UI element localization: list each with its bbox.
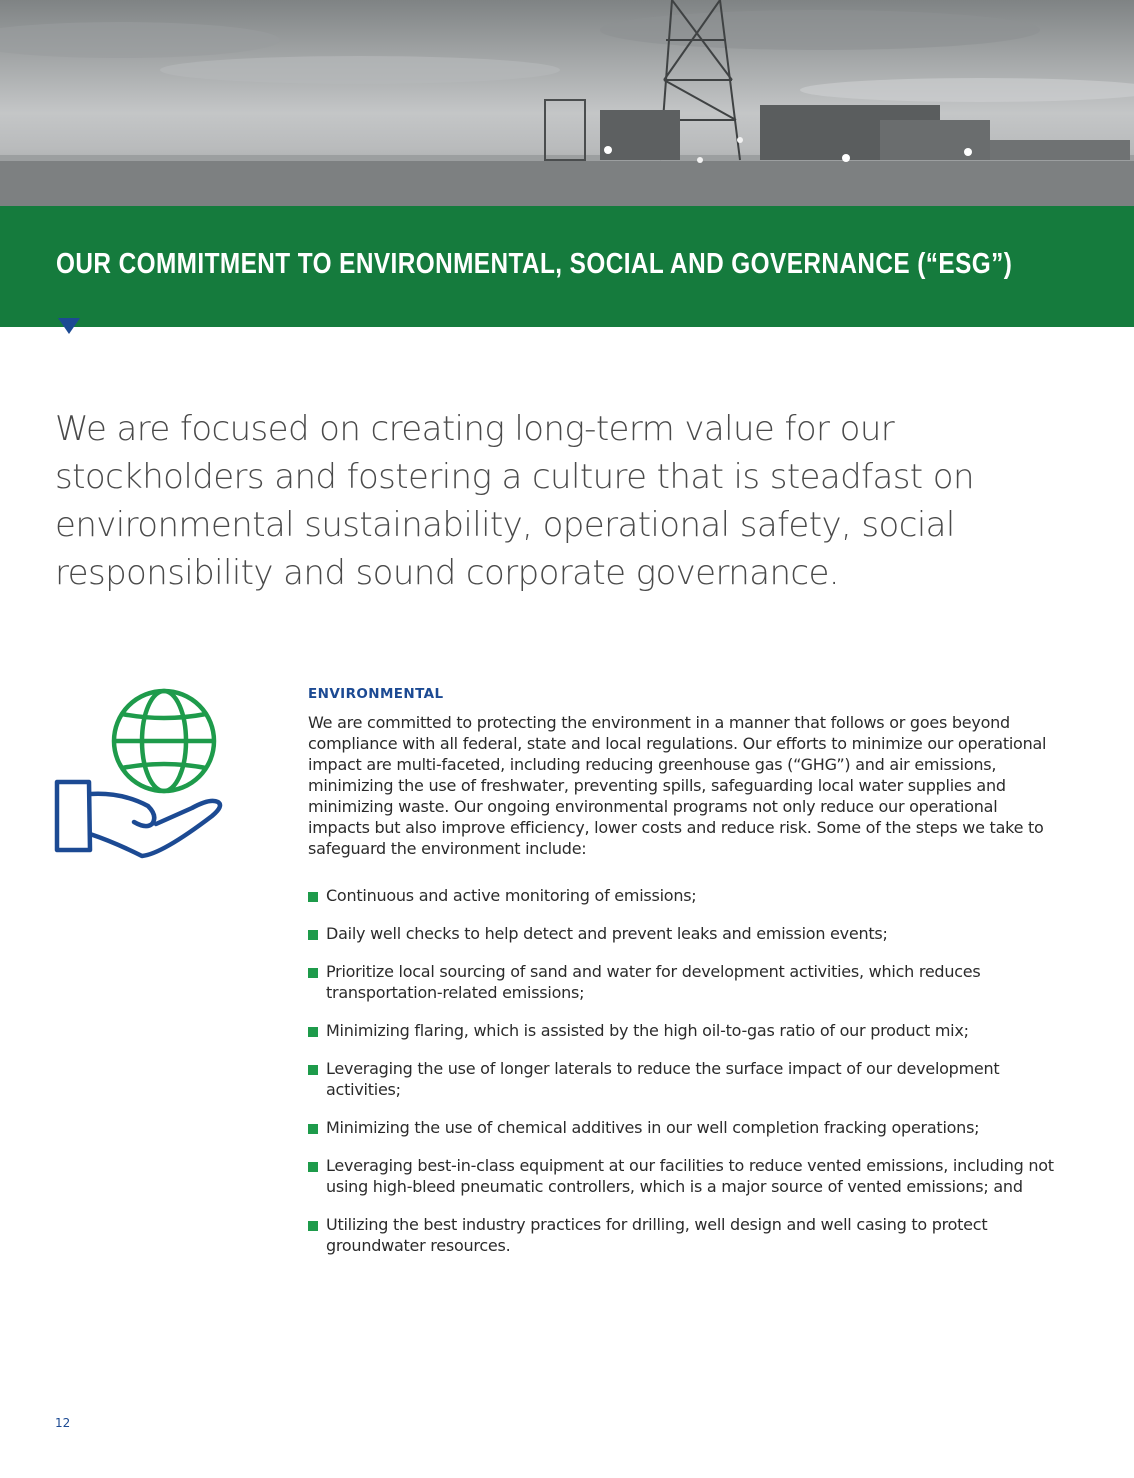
- square-bullet-icon: [308, 1065, 318, 1075]
- oil-rig-photo: [0, 0, 1134, 206]
- square-bullet-icon: [308, 1027, 318, 1037]
- square-bullet-icon: [308, 930, 318, 940]
- square-bullet-icon: [308, 1162, 318, 1172]
- list-item: [308, 885, 1058, 906]
- hero-photo: [0, 0, 1134, 206]
- list-item: [308, 961, 1058, 1003]
- triangle-pointer-icon: [58, 318, 80, 334]
- list-item-text: Leveraging the use of longer laterals to reduce the surface impact of our development activities;: [326, 1059, 1000, 1099]
- square-bullet-icon: [308, 1221, 318, 1231]
- square-bullet-icon: [308, 892, 318, 902]
- section-body-environmental: We are committed to protecting the environment in a manner that follows or goes beyond compliance with all federal, state and local regulations. Our efforts to minimize our operational impact are multi-faceted, including reducing greenhouse gas (“GHG”) and air emissions, minimizing the use of freshwater, preventing spills, safeguarding local water supplies and minimizing waste. Our ongoing environmental programs not only reduce our operational impacts but also improve efficiency, lower costs and reduce risk. Some of the steps we take to safeguard the environment include:: [308, 713, 1047, 858]
- list-item-text: Utilizing the best industry practices for drilling, well design and well casing to protect groundwater resources.: [326, 1215, 988, 1255]
- intro-statement: We are focused on creating long-term value for our stockholders and fostering a culture that is steadfast on environmental sustainability, operational safety, social responsibility and sound corporate governance.: [55, 409, 974, 593]
- list-item-text: Minimizing flaring, which is assisted by the high oil-to-gas ratio of our product mix;: [326, 1021, 969, 1040]
- list-item-text: Daily well checks to help detect and prevent leaks and emission events;: [326, 924, 888, 943]
- list-item-text: Leveraging best-in-class equipment at our facilities to reduce vented emissions, including not using high-bleed pneumatic controllers, which is a major source of vented emissions; and: [326, 1156, 1054, 1196]
- square-bullet-icon: [308, 1124, 318, 1134]
- list-item-text: Continuous and active monitoring of emissions;: [326, 886, 697, 905]
- environmental-bullet-list: [308, 885, 1058, 1256]
- list-item-text: Prioritize local sourcing of sand and water for development activities, which reduces transportation-related emissions;: [326, 962, 981, 1002]
- page-title: OUR COMMITMENT TO ENVIRONMENTAL, SOCIAL AND GOVERNANCE (“ESG”): [56, 248, 1013, 280]
- list-item: [308, 1058, 1058, 1100]
- list-item: [308, 1117, 1058, 1138]
- page-number: 12: [55, 1416, 71, 1430]
- section-heading-environmental: ENVIRONMENTAL: [308, 686, 444, 702]
- list-item: [308, 1155, 1058, 1197]
- list-item-text: Minimizing the use of chemical additives in our well completion fracking operations;: [326, 1118, 980, 1137]
- list-item: [308, 1020, 1058, 1041]
- square-bullet-icon: [308, 968, 318, 978]
- list-item: [308, 1214, 1058, 1256]
- globe-in-hand-icon: [52, 684, 232, 868]
- list-item: [308, 923, 1058, 944]
